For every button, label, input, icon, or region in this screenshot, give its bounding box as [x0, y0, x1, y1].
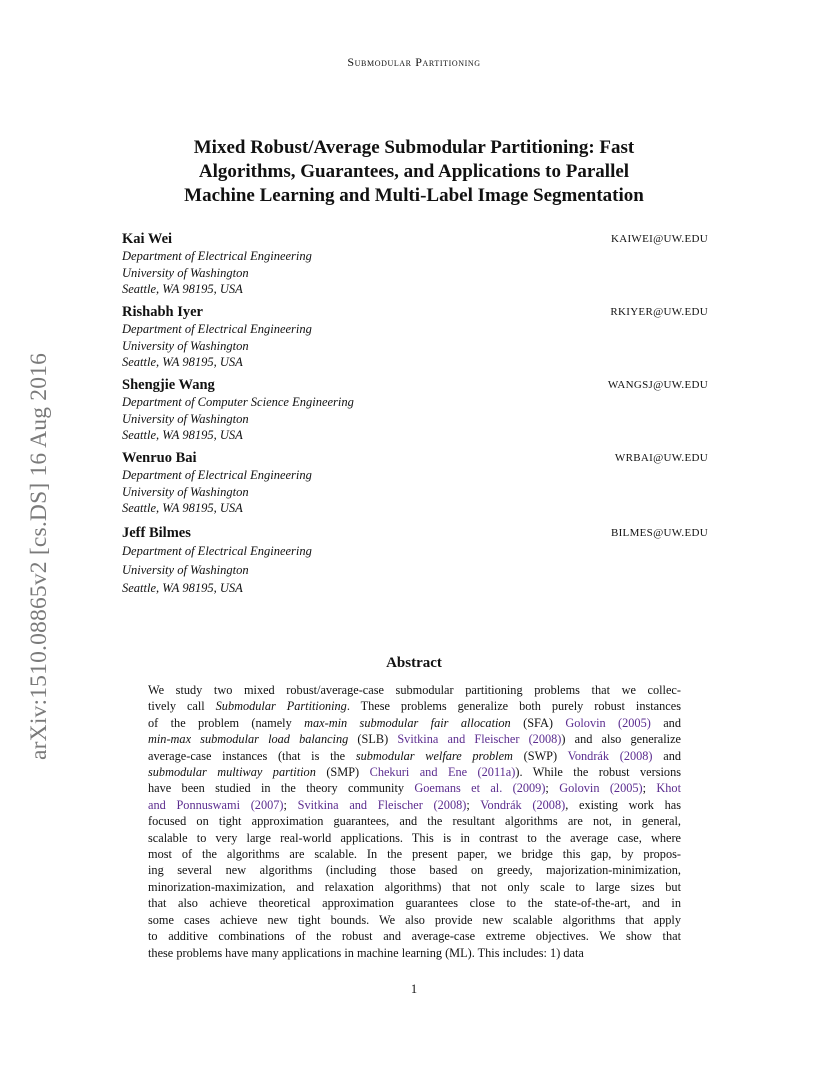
abstract-text: focused on tight approximation guarantees, and the resultant algorithms are not, in general, — [148, 814, 681, 829]
abstract-line — [148, 945, 681, 961]
citation-link[interactable]: Svitkina and Fleischer (2008) — [397, 732, 562, 747]
abstract-text: We study two mixed robust/average-case submodular partitioning problems that we collec- — [148, 683, 681, 697]
author-department: Department of Electrical Engineering — [122, 322, 312, 336]
author-address: Seattle, WA 98195, USA — [122, 428, 243, 442]
abstract-text: and — [650, 715, 681, 730]
author-email[interactable]: WRBAI@UW.EDU — [614, 452, 708, 464]
title-line: Mixed Robust/Average Submodular Partitioning: Fast — [193, 137, 635, 158]
abstract-line — [148, 715, 681, 731]
abstract-text: . These problems generalize both purely robust instances — [346, 699, 681, 714]
abstract-line — [148, 780, 681, 796]
abstract-line — [148, 813, 681, 829]
author-block — [122, 524, 708, 598]
abstract-text: of the problem (namely — [148, 715, 305, 730]
author-email[interactable]: BILMES@UW.EDU — [610, 527, 708, 539]
abstract-line — [148, 698, 681, 714]
emphasized-term: submodular welfare problem — [355, 748, 513, 763]
abstract-text: ) and also generalize — [561, 732, 681, 747]
abstract-text: tively call — [148, 699, 216, 714]
author-email[interactable]: KAIWEI@UW.EDU — [610, 233, 708, 245]
running-head: Submodular Partitioning — [347, 55, 481, 69]
abstract-line — [148, 748, 681, 764]
abstract-text: (SLB) — [348, 732, 398, 747]
arxiv-stamp — [26, 290, 56, 760]
author-university: University of Washington — [122, 265, 249, 280]
emphasized-term: submodular multiway partition — [148, 765, 316, 780]
abstract-text: ing several new algorithms (including those based on greedy, majorization-minimization, — [148, 863, 681, 878]
abstract-line — [148, 830, 681, 846]
abstract-text: ; — [545, 781, 560, 796]
title-line: Algorithms, Guarantees, and Applications to Parallel — [198, 161, 630, 182]
abstract-text: ; — [466, 797, 481, 812]
author-email[interactable]: RKIYER@UW.EDU — [610, 306, 708, 318]
citation-link[interactable]: and Ponnuswami (2007) — [148, 797, 284, 812]
abstract-text: and — [652, 748, 681, 763]
citation-link[interactable]: Chekuri and Ene (2011a) — [369, 765, 516, 780]
abstract-text: ; — [642, 781, 657, 796]
citation-link[interactable]: Golovin (2005) — [565, 715, 651, 730]
citation-link[interactable]: Goemans et al. (2009) — [414, 781, 546, 796]
abstract-text: average-case instances (that is the — [148, 748, 356, 763]
author-university: University of Washington — [122, 484, 249, 499]
abstract-text: (SWP) — [512, 748, 568, 763]
author-name: Wenruo Bai — [122, 450, 197, 466]
author-name: Rishabh Iyer — [122, 304, 203, 320]
abstract-text: to additive combinations of the robust and average-case extreme objectives. We show that — [148, 929, 681, 944]
author-department: Department of Electrical Engineering — [122, 468, 312, 482]
author-email[interactable]: WANGSJ@UW.EDU — [607, 379, 708, 391]
abstract-text: that also achieve theoretical approximation guarantees close to the state-of-the-art, and in — [148, 896, 681, 911]
abstract-text: scalable to very large real-world applications. This is in contrast to the average case, where — [148, 830, 681, 845]
emphasized-term: Submodular Partitioning — [215, 699, 347, 714]
page-number: 1 — [410, 982, 418, 996]
abstract-text: ; — [283, 797, 298, 812]
abstract-line — [148, 731, 681, 747]
abstract-line — [148, 912, 681, 928]
arxiv-identifier[interactable]: arXiv:1510.08865v2 [cs.DS] 16 Aug 2016 — [26, 352, 52, 760]
author-block — [122, 449, 708, 517]
abstract-line — [148, 862, 681, 878]
emphasized-term: max-min submodular fair allocation — [304, 715, 511, 730]
abstract-body — [148, 682, 681, 961]
abstract-text: , existing work has — [565, 797, 681, 812]
author-block — [122, 230, 708, 298]
abstract-text: ). While the robust versions — [515, 765, 682, 780]
author-university: University of Washington — [122, 562, 249, 577]
author-department: Department of Electrical Engineering — [122, 249, 312, 263]
author-university: University of Washington — [122, 338, 249, 353]
abstract-text: most of the algorithms are scalable. In the present paper, we bridge this gap, by propos- — [148, 847, 681, 862]
emphasized-term: min-max submodular load balancing — [148, 732, 349, 747]
author-block — [122, 376, 708, 444]
citation-link[interactable]: Golovin (2005) — [559, 781, 643, 796]
title-line: Machine Learning and Multi-Label Image Segmentation — [184, 185, 644, 206]
abstract-line — [148, 797, 681, 813]
author-name: Jeff Bilmes — [122, 525, 191, 541]
abstract-line — [148, 764, 681, 780]
abstract-text: some cases achieve new tight bounds. We also provide new scalable algorithms that apply — [148, 912, 681, 927]
abstract-line — [148, 846, 681, 862]
author-name: Shengjie Wang — [122, 377, 215, 393]
author-department: Department of Computer Science Engineering — [122, 395, 354, 409]
author-address: Seattle, WA 98195, USA — [122, 355, 243, 369]
paper-title — [100, 136, 728, 208]
abstract-text: minorization-maximization, and relaxation algorithms) that not only scale to large sizes but — [148, 879, 681, 894]
abstract-text: (SFA) — [510, 715, 566, 730]
abstract-line — [148, 682, 681, 698]
citation-link[interactable]: Svitkina and Fleischer (2008) — [297, 797, 467, 812]
citation-link[interactable]: Khot — [656, 781, 681, 796]
abstract-heading: Abstract — [386, 655, 442, 671]
abstract-line — [148, 879, 681, 895]
abstract-line — [148, 895, 681, 911]
abstract-text: have been studied in the theory community — [148, 781, 415, 796]
citation-link[interactable]: Vondrák (2008) — [480, 797, 566, 812]
author-block — [122, 303, 708, 371]
citation-link[interactable]: Vondrák (2008) — [567, 748, 653, 763]
abstract-text: these problems have many applications in machine learning (ML). This includes: 1) data — [148, 945, 584, 960]
author-name: Kai Wei — [122, 231, 173, 247]
author-university: University of Washington — [122, 411, 249, 426]
author-address: Seattle, WA 98195, USA — [122, 282, 243, 296]
author-address: Seattle, WA 98195, USA — [122, 581, 243, 595]
abstract-text: (SMP) — [315, 765, 370, 780]
author-address: Seattle, WA 98195, USA — [122, 501, 243, 515]
abstract-line — [148, 928, 681, 944]
author-department: Department of Electrical Engineering — [122, 544, 312, 558]
